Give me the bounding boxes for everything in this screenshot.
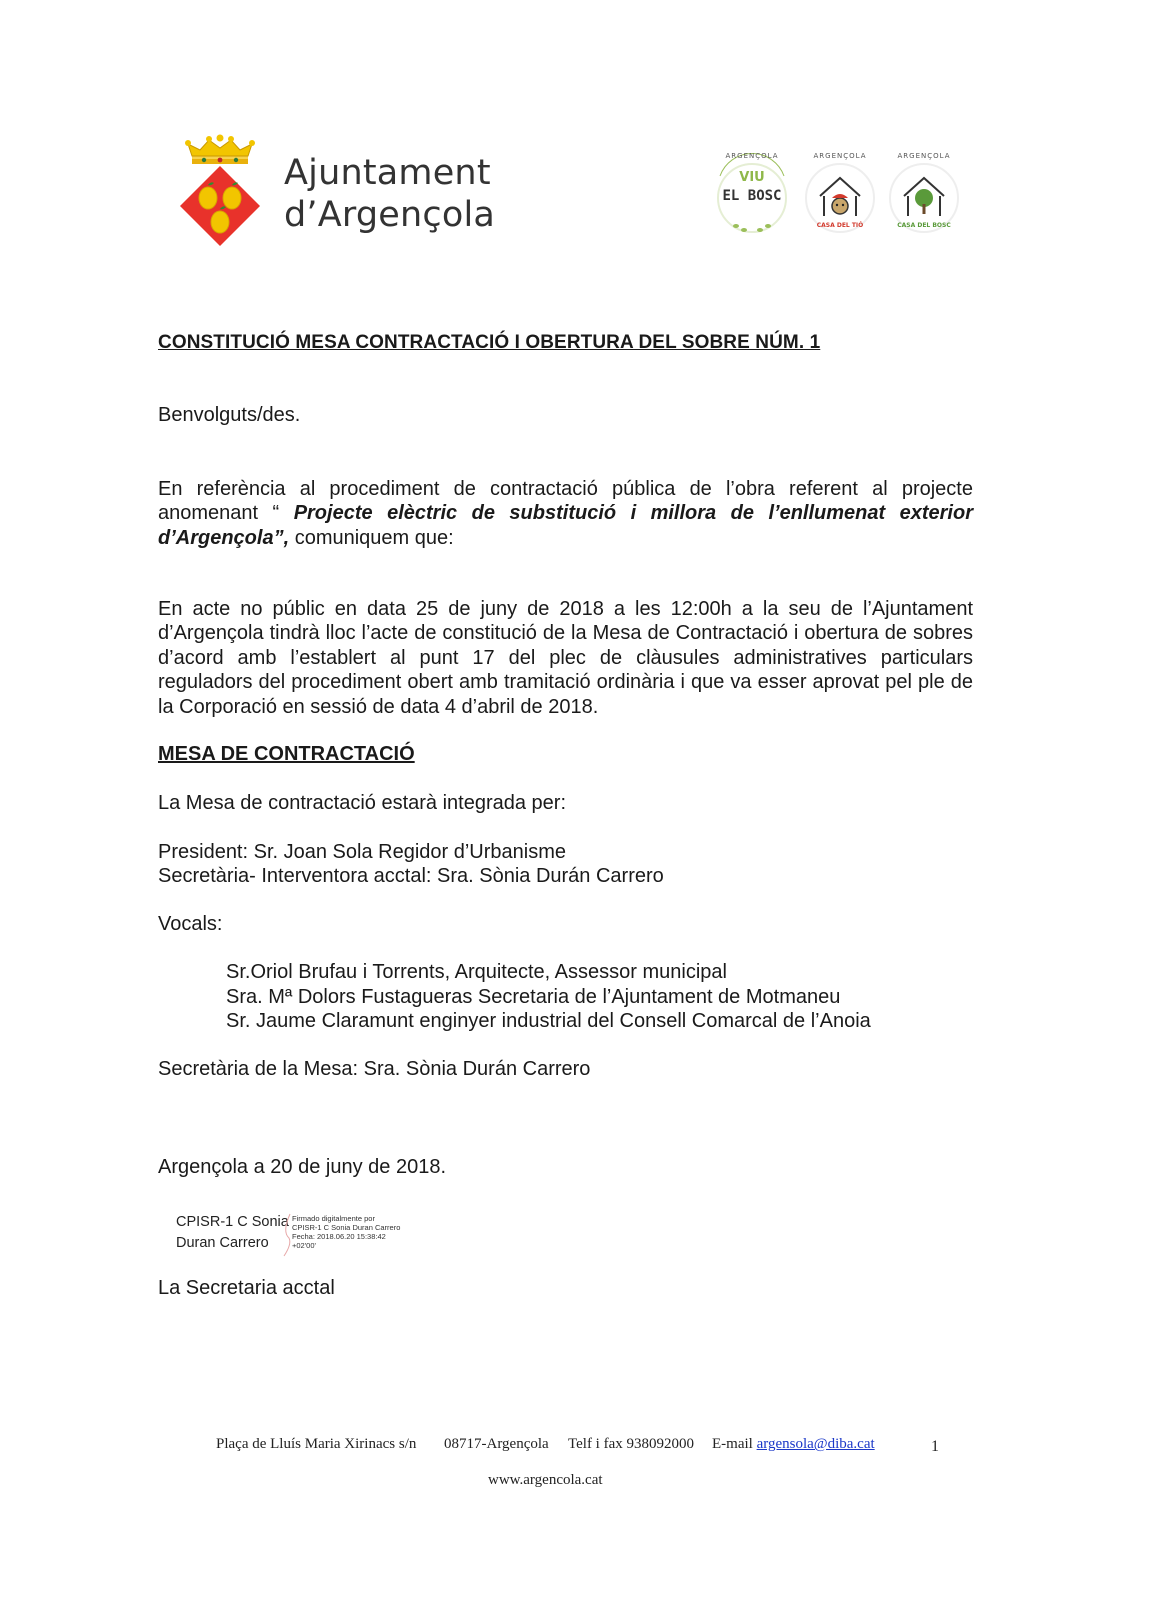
badge-tio-top-text: ARGENÇOLA bbox=[813, 152, 867, 160]
greeting: Benvolguts/des. bbox=[158, 404, 301, 426]
footer-website: www.argencola.cat bbox=[488, 1472, 603, 1488]
digital-signature bbox=[176, 1212, 416, 1258]
signature-name-line1: CPISR-1 C Sonia bbox=[176, 1214, 289, 1230]
badge-tio-bottom-text: CASA DEL TIÓ bbox=[816, 222, 864, 229]
header bbox=[0, 0, 1156, 270]
crown-icon bbox=[185, 135, 255, 165]
footer-email-label: E-mail bbox=[712, 1436, 757, 1452]
badge-viu-top-text: ARGENÇOLA bbox=[725, 152, 779, 160]
email-link[interactable]: argensola@diba.cat bbox=[756, 1436, 875, 1452]
secretaria-line: Secretària- Interventora acctal: Sra. Sònia Durán Carrero bbox=[158, 865, 664, 887]
badge-bosc-bottom-text: CASA DEL BOSC bbox=[897, 222, 951, 229]
footer-phone: Telf i fax 938092000 bbox=[568, 1436, 695, 1452]
signature-detail-line: +02'00' bbox=[292, 1241, 316, 1250]
coat-of-arms-logo bbox=[178, 134, 262, 248]
vocal-item: Sra. Mª Dolors Fustagueras Secretaria de l’Ajuntament de Motmaneu bbox=[226, 986, 841, 1008]
vocal-item: Sr. Jaume Claramunt enginyer industrial del Consell Comarcal de l’Anoia bbox=[226, 1010, 871, 1032]
project-name: Projecte elèctric de substitució i millora de l’enllumenat exterior d’Argençola”, bbox=[158, 502, 973, 549]
document-title: CONSTITUCIÓ MESA CONTRACTACIÓ I OBERTURA DEL SOBRE NÚM. 1 bbox=[158, 332, 821, 353]
badge-casa-del-bosc bbox=[884, 150, 964, 238]
secretaria-mesa-line: Secretària de la Mesa: Sra. Sònia Durán Carrero bbox=[158, 1058, 591, 1080]
signature-name-line2: Duran Carrero bbox=[176, 1235, 269, 1251]
municipality-name-line2: d’Argençola bbox=[284, 195, 496, 235]
footer-address: Plaça de Lluís Maria Xirinacs s/n bbox=[216, 1436, 417, 1452]
badge-casa-del-tio bbox=[800, 150, 880, 238]
signature-details bbox=[292, 1214, 400, 1250]
body-paragraph: En acte no públic en data 25 de juny de 2018 a les 12:00h a la seu de l’Ajuntament d’Argençola tindrà lloc l’acte de constitució de la Mesa de Contractació i obertura de sobres d’acord amb l’establert al punt 17 del plec de clàusules administratives particulars reguladors del procediment obert amb tramitació ordinària i que va esser aprovat pel ple de la Corporació en sessió de data 4 d’abril de 2018. bbox=[158, 598, 973, 718]
president-line: President: Sr. Joan Sola Regidor d’Urbanisme bbox=[158, 841, 566, 863]
section-heading: MESA DE CONTRACTACIÓ bbox=[158, 743, 415, 765]
footer bbox=[0, 1436, 1156, 1496]
intro-text-end: comuniquem que: bbox=[289, 526, 454, 549]
intro-text-start: En referència al procediment de contractació pública de l’obra referent al projecte anomenant “ bbox=[158, 478, 973, 525]
vocals-label: Vocals: bbox=[158, 913, 223, 935]
page-number: 1 bbox=[931, 1438, 939, 1455]
badge-viu-el-bosc bbox=[712, 150, 792, 238]
intro-paragraph bbox=[158, 477, 973, 550]
signature-detail-line: CPISR-1 C Sonia Duran Carrero bbox=[292, 1223, 401, 1232]
signature-detail-line: Fecha: 2018.06.20 15:38:42 bbox=[292, 1232, 386, 1241]
badge-viu-line1: VIU bbox=[739, 170, 765, 185]
closing-title: La Secretaria acctal bbox=[158, 1277, 335, 1299]
footer-email bbox=[712, 1436, 875, 1453]
signature-detail-line: Firmado digitalmente por bbox=[292, 1214, 375, 1223]
date-line: Argençola a 20 de juny de 2018. bbox=[158, 1156, 446, 1178]
footer-postal: 08717-Argençola bbox=[444, 1436, 549, 1452]
badge-bosc-top-text: ARGENÇOLA bbox=[897, 152, 951, 160]
integrated-by-text: La Mesa de contractació estarà integrada per: bbox=[158, 792, 567, 814]
municipality-name-line1: Ajuntament bbox=[284, 153, 491, 193]
vocal-item: Sr.Oriol Brufau i Torrents, Arquitecte, Assessor municipal bbox=[226, 961, 727, 983]
badge-viu-line2: EL BOSC bbox=[722, 188, 782, 204]
